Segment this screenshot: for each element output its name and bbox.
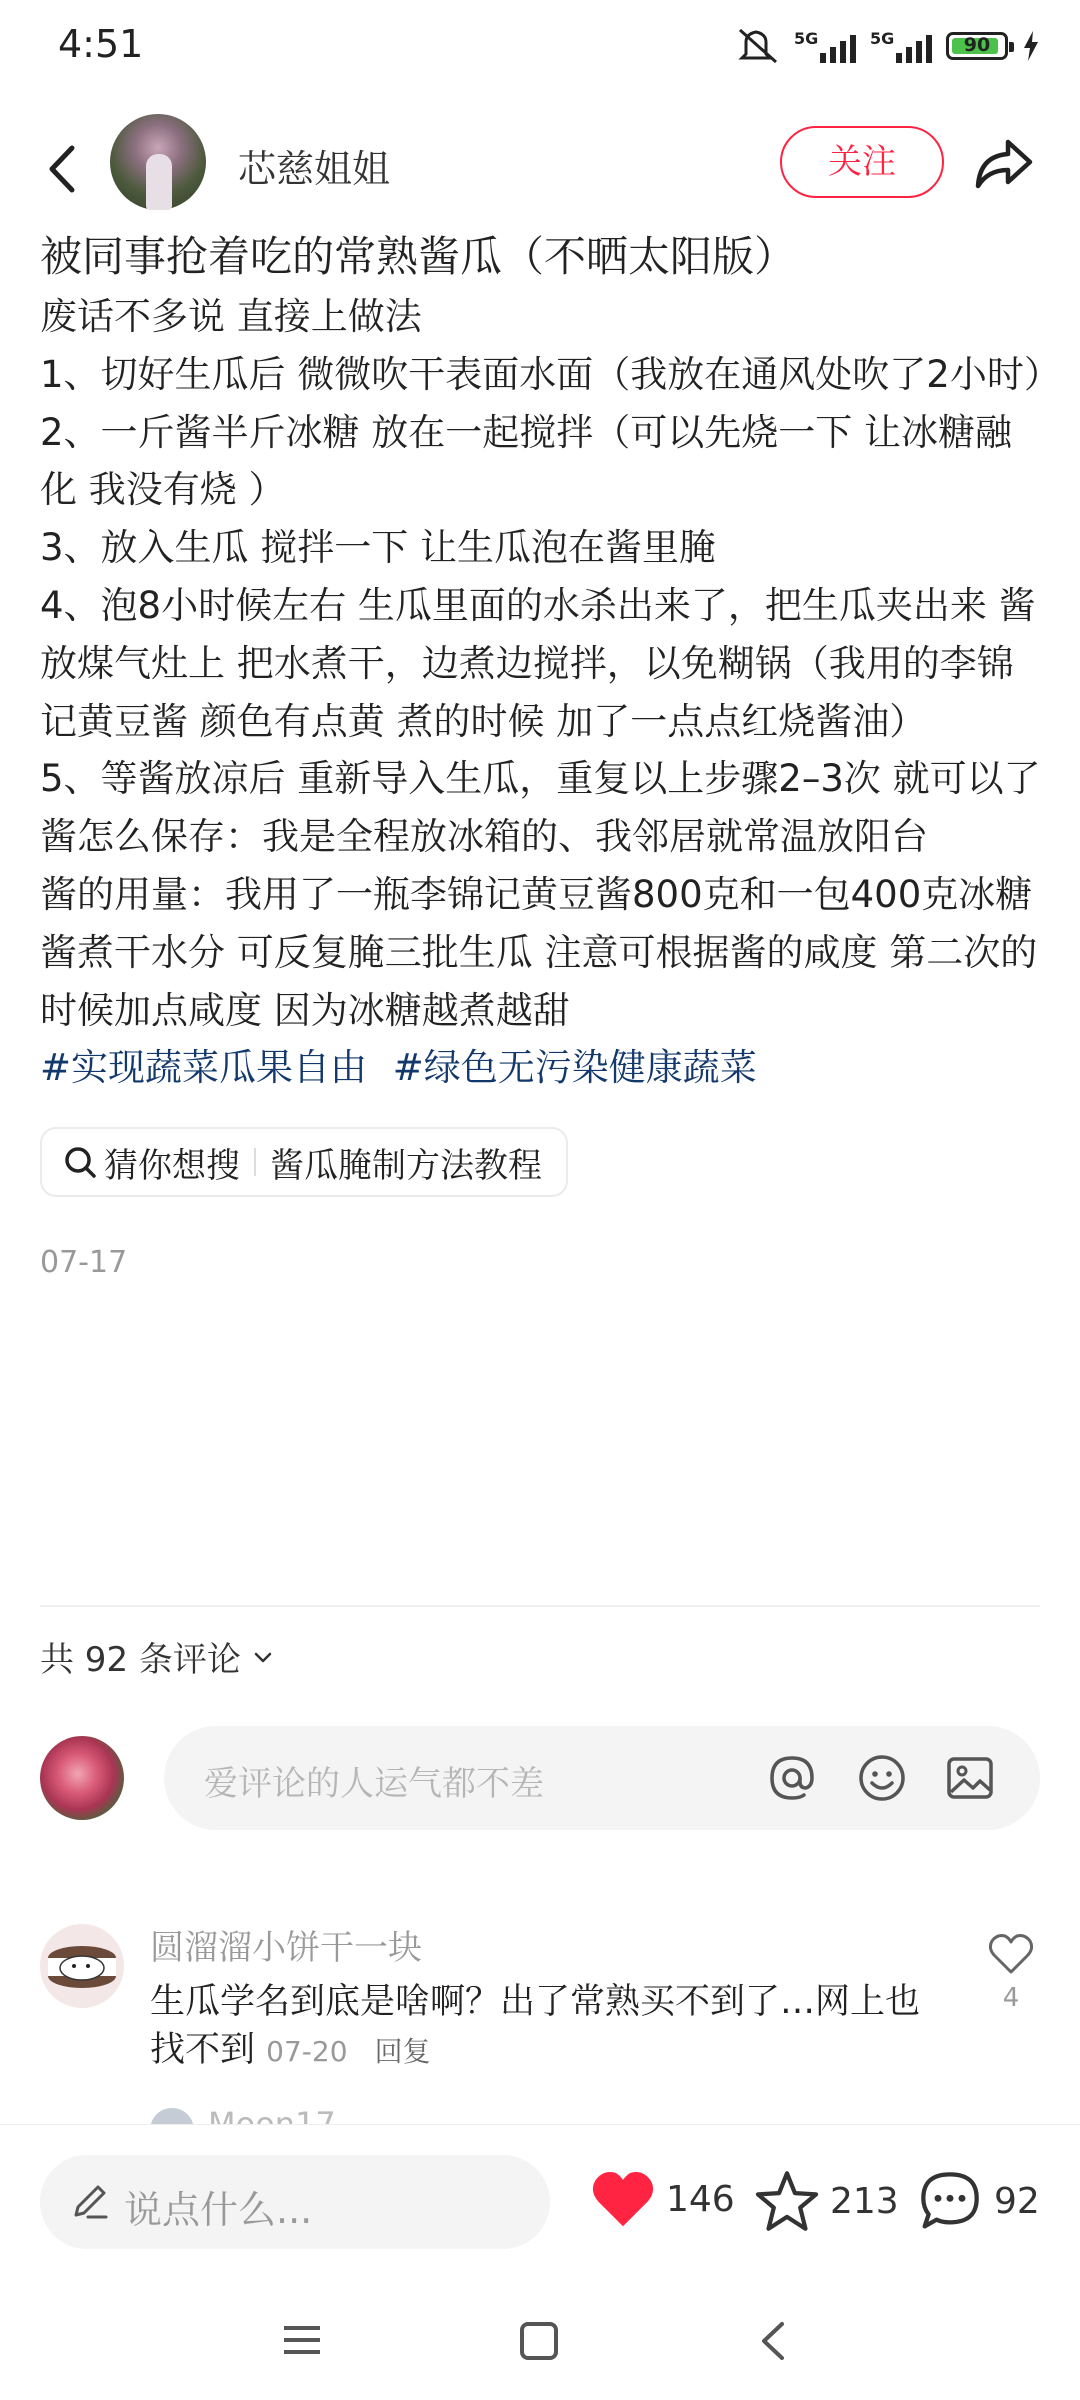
post-paragraph: 1、切好生瓜后 微微吹干表面水面（我放在通风处吹了2小时） xyxy=(40,352,1061,396)
home-icon[interactable] xyxy=(518,2320,560,2362)
heart-outline-icon xyxy=(987,1932,1035,1976)
back-icon[interactable] xyxy=(34,134,94,204)
hashtag-link[interactable]: #实现蔬菜瓜果自由 xyxy=(40,1046,368,1090)
share-icon[interactable] xyxy=(970,130,1036,196)
cookie-avatar-icon xyxy=(40,1924,124,2008)
bottom-action-bar xyxy=(0,2124,1080,2281)
star-icon xyxy=(754,2169,820,2233)
status-time: 4:51 xyxy=(58,22,144,66)
comment-button[interactable] xyxy=(916,2169,1040,2233)
emoji-icon[interactable] xyxy=(854,1750,910,1806)
author-avatar[interactable] xyxy=(110,114,206,210)
next-commenter-name xyxy=(150,2105,370,2123)
guess-search-chip[interactable] xyxy=(40,1127,568,1197)
my-avatar xyxy=(40,1736,124,1820)
mute-icon xyxy=(736,26,780,66)
author-name[interactable]: 芯慈姐姐 xyxy=(238,147,391,191)
comment-body: 生瓜学名到底是啥啊？出了常熟买不到了…网上也找不到 xyxy=(150,1982,921,2070)
pen-icon xyxy=(66,2177,114,2225)
post-date: 07-17 xyxy=(40,1245,128,1281)
charging-icon xyxy=(1022,31,1040,61)
post-paragraph: 5、等酱放凉后 重新导入生瓜，重复以上步骤2–3次 就可以了 xyxy=(40,757,1041,801)
chevron-down-icon xyxy=(251,1645,275,1669)
say-something-input[interactable] xyxy=(40,2155,550,2249)
post-paragraph: 酱的用量：我用了一瓶李锦记黄豆酱800克和一包400克冰糖 xyxy=(40,872,1033,916)
system-nav-bar xyxy=(0,2280,1080,2400)
post-title: 被同事抢着吃的常熟酱瓜（不晒太阳版） xyxy=(40,232,797,281)
post-paragraph: 4、泡8小时候左右 生瓜里面的水杀出来了，把生瓜夹出来 酱放煤气灶上 把水煮干，边煮边搅拌，以免糊锅（我用的李锦记黄豆酱 颜色有点黄 煮的时候 加了一点点红烧酱油） xyxy=(40,583,1036,743)
follow-button[interactable]: 关注 xyxy=(780,126,944,198)
status-bar xyxy=(0,0,1080,96)
post-paragraph: 3、放入生瓜 搅拌一下 让生瓜泡在酱里腌 xyxy=(40,526,717,570)
collect-count: 213 xyxy=(830,2180,899,2222)
reply-button[interactable]: 回复 xyxy=(374,2035,431,2068)
post-paragraph: 废话不多说 直接上做法 xyxy=(40,295,422,338)
status-icons xyxy=(736,26,1040,66)
comment-count-label: 共 92 条评论 xyxy=(40,1640,241,1680)
post-header xyxy=(0,110,1080,230)
post-paragraph: 酱怎么保存：我是全程放冰箱的、我邻居就常温放阳台 xyxy=(40,815,928,859)
like-button[interactable] xyxy=(590,2169,735,2229)
say-placeholder: 说点什么... xyxy=(124,2188,313,2232)
comment-total: 92 xyxy=(994,2180,1040,2222)
comment-bubble-icon xyxy=(916,2169,984,2233)
signal-2-icon: 5G xyxy=(870,29,932,63)
post-tags xyxy=(40,1039,1045,1097)
comment-input-placeholder: 爱评论的人运气都不差 xyxy=(204,1764,544,1804)
guess-label: 猜你想搜 xyxy=(104,1145,240,1186)
comment-date: 07-20 xyxy=(266,2035,348,2068)
post-body xyxy=(40,288,1061,1039)
comment-like[interactable] xyxy=(986,1932,1036,2013)
menu-icon[interactable] xyxy=(280,2322,324,2358)
image-icon[interactable] xyxy=(942,1750,998,1806)
signal-1-icon: 5G xyxy=(794,29,856,63)
chip-divider xyxy=(254,1148,256,1176)
post-content xyxy=(40,228,1061,1281)
comment-count[interactable] xyxy=(40,1632,275,1681)
comment-text xyxy=(150,1978,950,2076)
back-nav-icon[interactable] xyxy=(756,2318,790,2364)
comment-input[interactable] xyxy=(164,1726,1040,1830)
guess-query: 酱瓜腌制方法教程 xyxy=(270,1145,542,1186)
section-divider xyxy=(40,1605,1040,1607)
post-paragraph: 酱煮干水分 可反复腌三批生瓜 注意可根据酱的咸度 第二次的时候加点咸度 因为冰糖越煮越甜 xyxy=(40,930,1038,1032)
post-paragraph: 2、一斤酱半斤冰糖 放在一起搅拌（可以先烧一下 让冰糖融化 我没有烧 ） xyxy=(40,410,1013,512)
battery-icon: 90 xyxy=(946,32,1008,60)
mention-icon[interactable] xyxy=(764,1750,820,1806)
hashtag-link[interactable]: #绿色无污染健康蔬菜 xyxy=(392,1046,757,1090)
search-icon xyxy=(62,1144,98,1180)
collect-button[interactable] xyxy=(754,2169,899,2233)
heart-filled-icon xyxy=(590,2169,656,2229)
comment-like-count: 4 xyxy=(1002,1983,1020,2013)
commenter-name[interactable]: 圆溜溜小饼干一块 xyxy=(150,1928,422,1968)
commenter-avatar[interactable] xyxy=(40,1924,124,2008)
like-count: 146 xyxy=(666,2178,735,2220)
